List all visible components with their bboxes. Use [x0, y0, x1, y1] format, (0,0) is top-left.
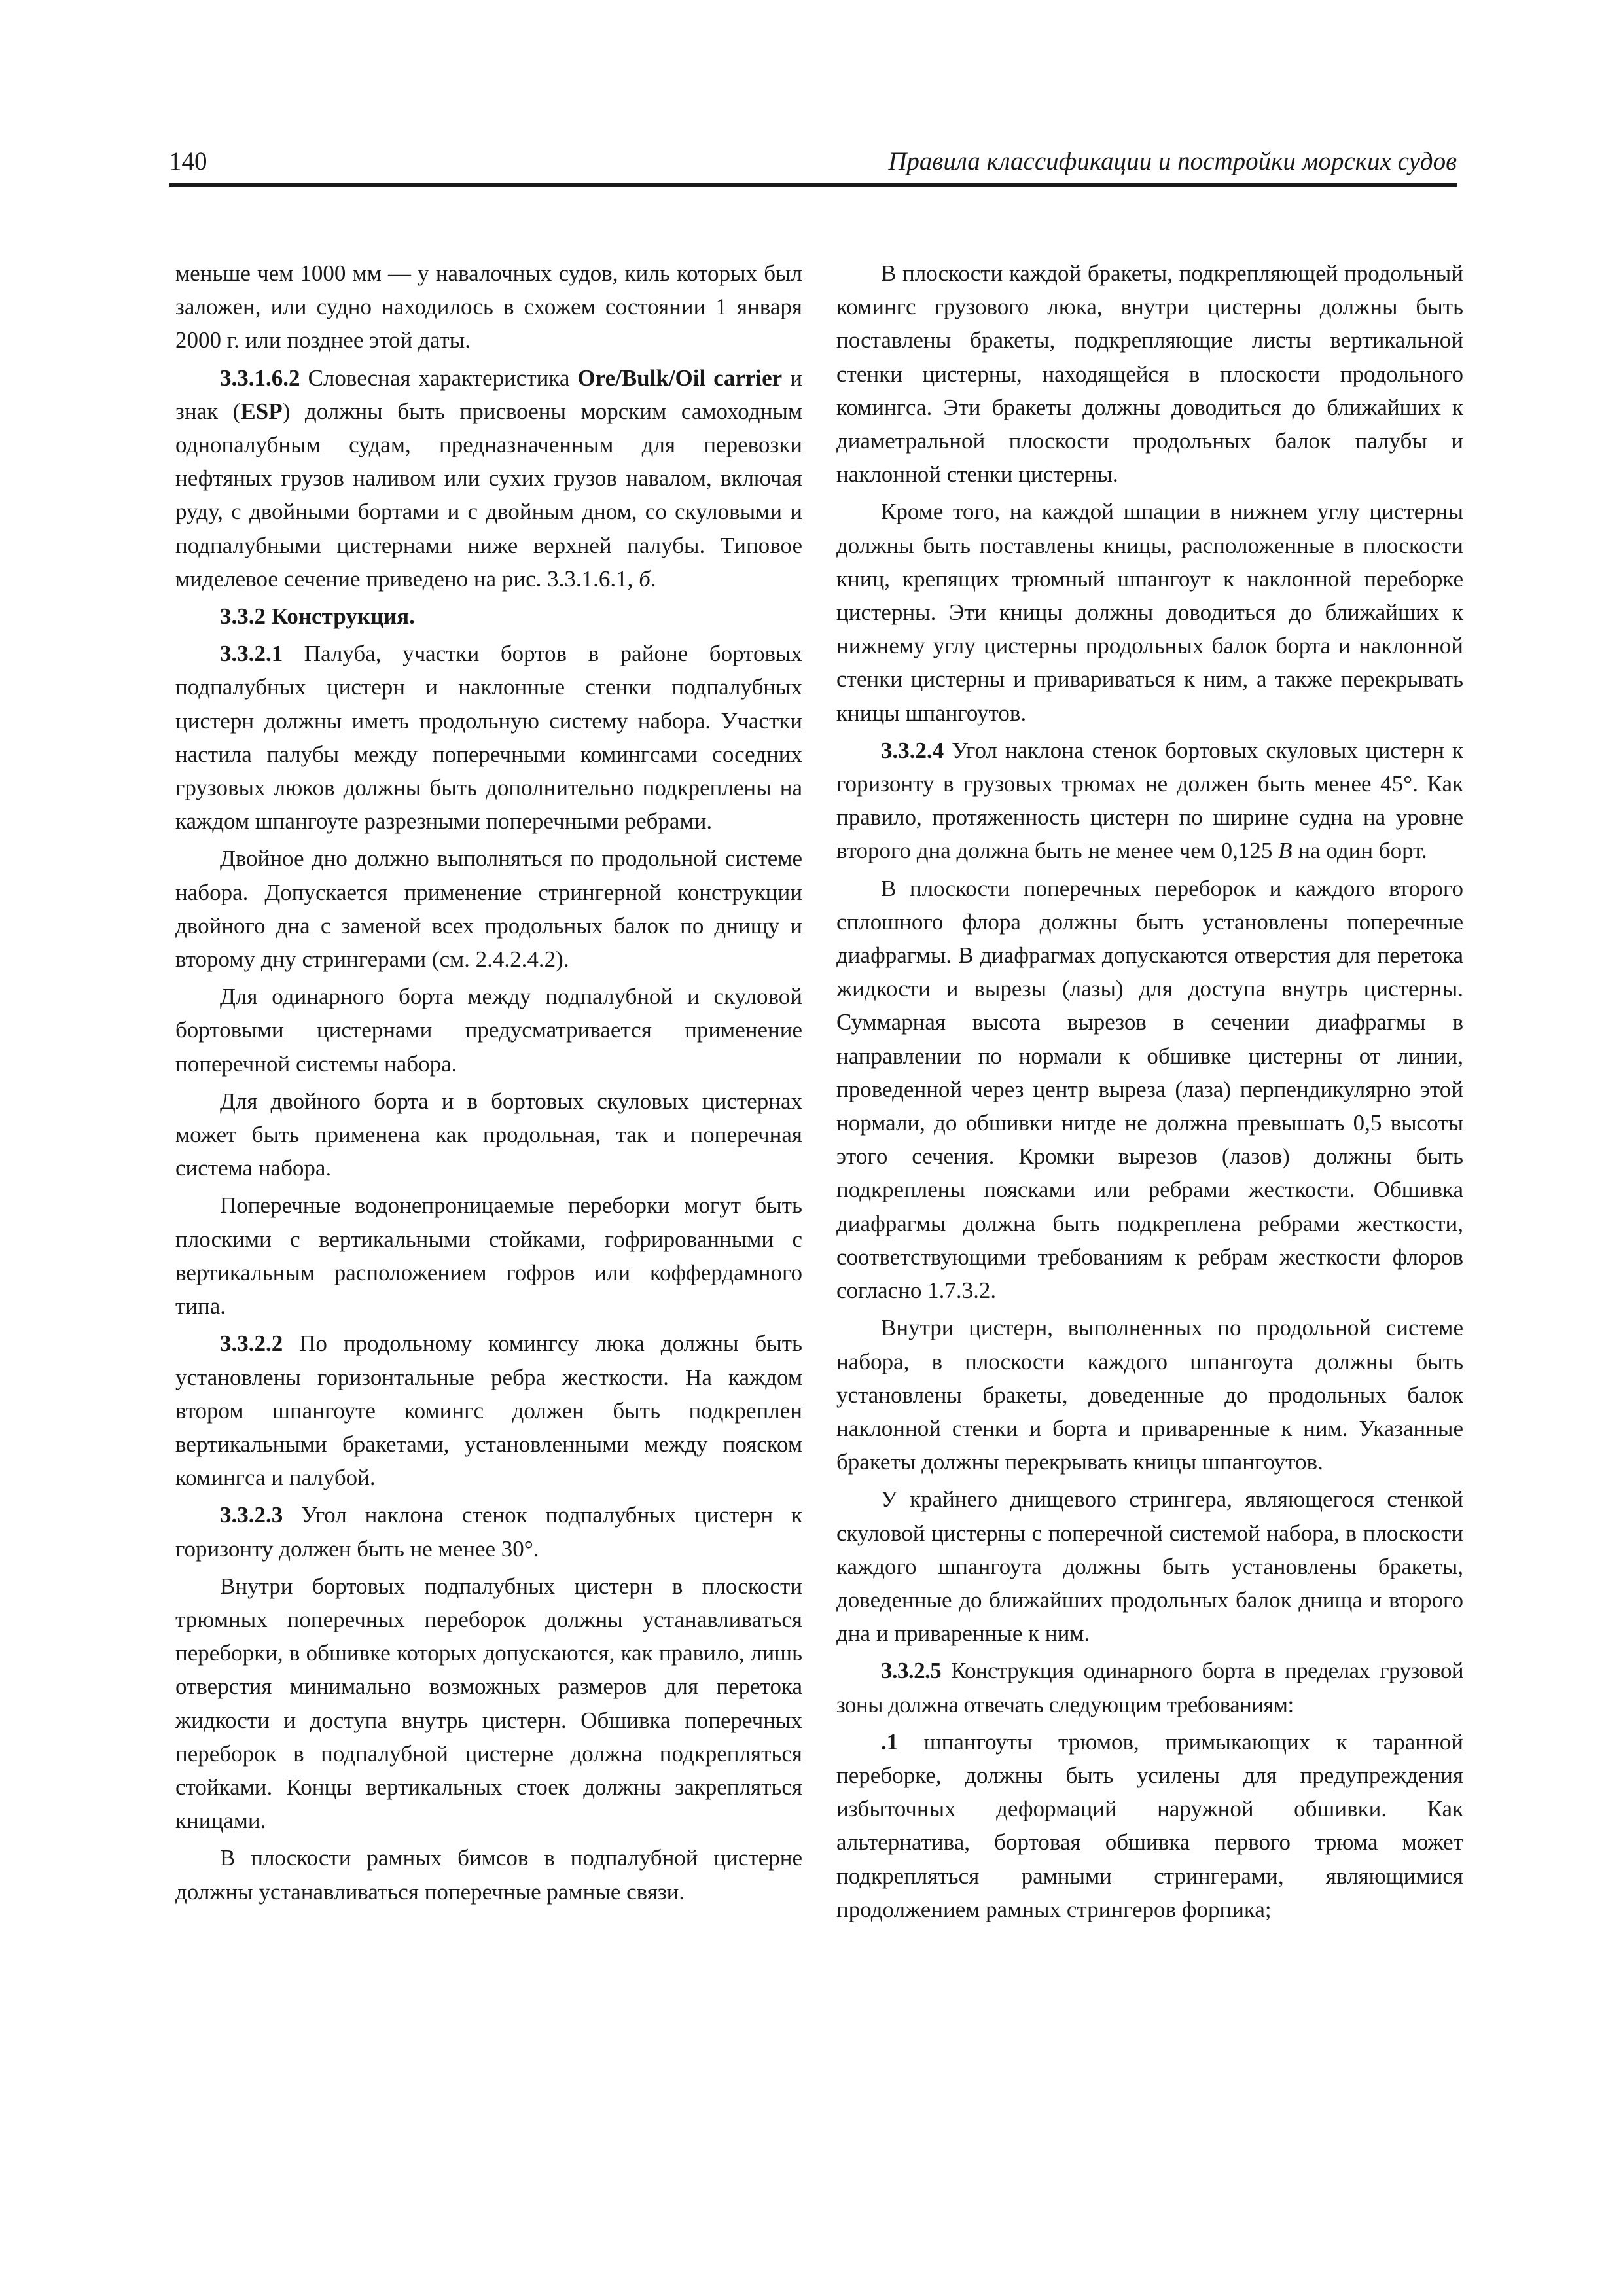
paragraph: Поперечные водонепроницаемые переборки могут быть плоскими с вертикальными стойками, гофрированными с вертикальным расположением гофров или коффердамного типа. [175, 1193, 802, 1319]
clause-number: 3.3.1.6.2 [220, 365, 300, 391]
page-number: 140 [169, 147, 207, 175]
paragraph: В плоскости каждой бракеты, подкрепляющей продольный комингс грузового люка, внутри цистерны должны быть поставлены бракеты, подкрепляющие листы вертикальной стенки цистерны, находящейся в плоскости продольного комингса. Эти бракеты должны доводиться до ближайших к диаметральной плоскости продольных балок палубы и наклонной стенки цистерны. [836, 260, 1463, 488]
left-column [175, 257, 802, 1912]
ship-notation: Ore/Bulk/Oil carrier [577, 365, 783, 391]
paragraph: Внутри цистерн, выполненных по продольной системе набора, в плоскости каждого шпангоута должны быть установлены бракеты, доведенные до продольных балок наклонной стенки и борта и приваренные к ним. Указанные бракеты должны перекрывать кницы шпангоутов. [836, 1315, 1463, 1475]
right-column [836, 257, 1463, 1930]
item-number: .1 [881, 1729, 899, 1755]
paragraph: В плоскости рамных бимсов в подпалубной цистерне должны устанавливаться поперечные рамные связи. [175, 1845, 802, 1905]
clause-number: 3.3.2.2 [220, 1331, 283, 1357]
paragraph-3-3-2-3: 3.3.2.3 Угол наклона стенок подпалубных цистерн к горизонту должен быть не менее 30°. [175, 1502, 802, 1562]
running-title: Правила классификации и постройки морских судов [888, 147, 1457, 175]
ship-notation-esp: ESP [240, 398, 283, 424]
clause-number: 3.3.2.3 [220, 1502, 283, 1528]
paragraph-3-3-2-4: 3.3.2.4 Угол наклона стенок бортовых скуловых цистерн к горизонту в грузовых трюмах не должен быть менее 45°. Как правило, протяженность цистерн по ширине судна на уровне второго дна должна быть не менее чем 0,125 B на один борт. [836, 737, 1463, 864]
paragraph: Для двойного борта и в бортовых скуловых цистернах может быть применена как продольная, так и поперечная система набора. [175, 1088, 802, 1181]
clause-number: 3.3.2.5 [881, 1658, 942, 1684]
paragraph: меньше чем 1000 мм — у навалочных судов, киль которых был заложен, или судно находилось в схожем состоянии 1 января 2000 г. или позднее этой даты. [175, 260, 802, 353]
paragraph: Для одинарного борта между подпалубной и скуловой бортовыми цистернами предусматривается применение поперечной системы набора. [175, 984, 802, 1077]
paragraph-3-3-2-2: 3.3.2.2 По продольному комингсу люка должны быть установлены горизонтальные ребра жесткости. На каждом втором шпангоуте комингс должен быть подкреплен вертикальными бракетами, установленными между пояском комингса и палубой. [175, 1331, 802, 1491]
paragraph-3-3-1-6-2: 3.3.1.6.2 Словесная характеристика Ore/Bulk/Oil carrier и знак (ESP) должны быть присвоены морским самоходным однопалубным судам, предназначенным для перевозки нефтяных грузов наливом или сухих грузов навалом, включая руду, с двойными бортами и с двойным дном, со скуловыми и подпалубными цистернами ниже верхней палубы. Типовое миделевое сечение приведено на рис. 3.3.1.6.1, б. [175, 365, 803, 592]
paragraph: Внутри бортовых подпалубных цистерн в плоскости трюмных поперечных переборок должны устанавливаться переборки, в обшивке которых допускаются, как правило, лишь отверстия минимально возможных размеров для перетока жидкости и доступа внутрь цистерн. Обшивка поперечных переборок в подпалубной цистерне должна подкрепляться стойками. Концы вертикальных стоек должны закрепляться кницами. [175, 1573, 802, 1834]
section-heading: 3.3.2 Конструкция. [220, 603, 415, 630]
paragraph-3-3-2-1: 3.3.2.1 Палуба, участки бортов в районе бортовых подпалубных цистерн и наклонные стенки подпалубных цистерн должны иметь продольную систему набора. Участки настила палубы между поперечными комингсами соседних грузовых люков должны быть дополнительно подкреплены на каждом шпангоуте разрезными поперечными ребрами. [175, 641, 802, 834]
page-header [169, 145, 1457, 187]
paragraph: Двойное дно должно выполняться по продольной системе набора. Допускается применение стрингерной конструкции двойного дна с заменой всех продольных балок по днищу и второму дну стрингерами (см. 2.4.2.4.2). [175, 846, 802, 973]
clause-number: 3.3.2.1 [220, 641, 283, 667]
paragraph: Кроме того, на каждой шпации в нижнем углу цистерны должны быть поставлены кницы, расположенные в плоскости книц, крепящих трюмный шпангоут к наклонной переборке цистерны. Эти кницы должны доводиться до ближайших к нижнему углу цистерны продольных балок борта и наклонной стенки цистерны и привариваться к ним, а также перекрывать кницы шпангоутов. [836, 499, 1463, 726]
clause-number: 3.3.2.4 [881, 737, 944, 763]
paragraph: В плоскости поперечных переборок и каждого второго сплошного флора должны быть установлены поперечные диафрагмы. В диафрагмах допускаются отверстия для перетока жидкости и вырезы (лазы) для доступа внутрь цистерны. Суммарная высота вырезов в сечении диафрагмы в направлении по нормали к обшивке цистерны от линии, проведенной через центр выреза (лаза) перпендикулярно этой нормали, до обшивки нигде не должна превышать 0,5 высоты этого сечения. Кромки вырезов (лазов) должны быть подкреплены поясками или ребрами жесткости. Обшивка диафрагмы должна быть подкреплена ребрами жесткости, соответствующими требованиям к ребрам жесткости флоров согласно 1.7.3.2. [836, 875, 1463, 1304]
paragraph-item-1: .1 шпангоуты трюмов, примыкающих к таранной переборке, должны быть усилены для предупреждения избыточных деформаций наружной обшивки. Как альтернатива, бортовая обшивка первого трюма может подкрепляться рамными стрингерами, являющимися продолжением рамных стрингеров форпика; [836, 1729, 1463, 1922]
paragraph-3-3-2-5: 3.3.2.5 Конструкция одинарного борта в пределах грузовой зоны должна отвечать следующим требованиям: [836, 1658, 1463, 1717]
paragraph: У крайнего днищевого стрингера, являющегося стенкой скуловой цистерны с поперечной системой набора, в плоскости каждого шпангоута должны быть установлены бракеты, доведенные до ближайших продольных балок днища и второго дна и приваренные к ним. [836, 1486, 1463, 1647]
